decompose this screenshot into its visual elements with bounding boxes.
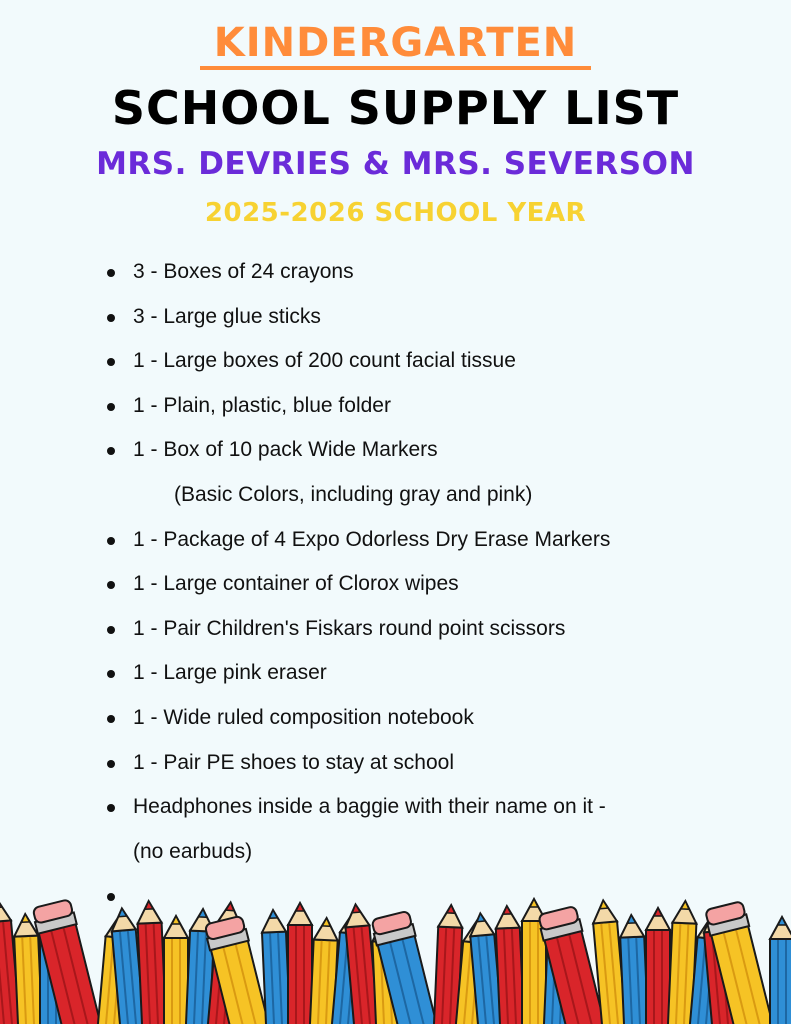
page-title: SCHOOL SUPPLY LIST bbox=[111, 81, 680, 135]
supply-item: 1 - Large container of Clorox wipes bbox=[104, 562, 724, 607]
school-year-heading: 2025-2026 SCHOOL YEAR bbox=[204, 198, 587, 228]
pencil-icon bbox=[619, 915, 648, 1024]
colored-pencils-icon bbox=[0, 889, 791, 1024]
grade-heading-text: KINDERGARTEN bbox=[200, 20, 592, 70]
supply-item: 1 - Package of 4 Expo Odorless Dry Erase Markers bbox=[104, 518, 724, 563]
supply-item: 1 - Large pink eraser bbox=[104, 651, 724, 696]
pencil-icon bbox=[288, 903, 312, 1024]
pencil-icon bbox=[770, 917, 791, 1024]
supply-item: Headphones inside a baggie with their name on it - bbox=[104, 785, 724, 830]
supply-item: 1 - Wide ruled composition notebook bbox=[104, 696, 724, 741]
supply-list bbox=[104, 250, 724, 919]
supply-item-note: (Basic Colors, including gray and pink) bbox=[174, 482, 533, 506]
supply-item-note: (no earbuds) bbox=[133, 839, 253, 863]
supply-item: 1 - Plain, plastic, blue folder bbox=[104, 384, 724, 429]
supply-item: 3 - Large glue sticks bbox=[104, 295, 724, 340]
supply-item: 1 - Pair Children's Fiskars round point scissors bbox=[104, 607, 724, 652]
supply-item: 1 - Large boxes of 200 count facial tissue bbox=[104, 339, 724, 384]
teachers-heading: MRS. DEVRIES & MRS. SEVERSON bbox=[96, 146, 695, 182]
pencil-icon bbox=[164, 916, 188, 1024]
grade-heading bbox=[0, 18, 791, 70]
supply-item: 3 - Boxes of 24 crayons bbox=[104, 250, 724, 295]
pencil-icon bbox=[261, 910, 290, 1024]
pencil-icon bbox=[137, 901, 167, 1024]
pencil-icon bbox=[646, 908, 670, 1024]
supply-item: 1 - Pair PE shoes to stay at school bbox=[104, 741, 724, 786]
pencil-icon bbox=[495, 906, 525, 1024]
supply-item: 1 - Box of 10 pack Wide Markers bbox=[104, 428, 724, 473]
